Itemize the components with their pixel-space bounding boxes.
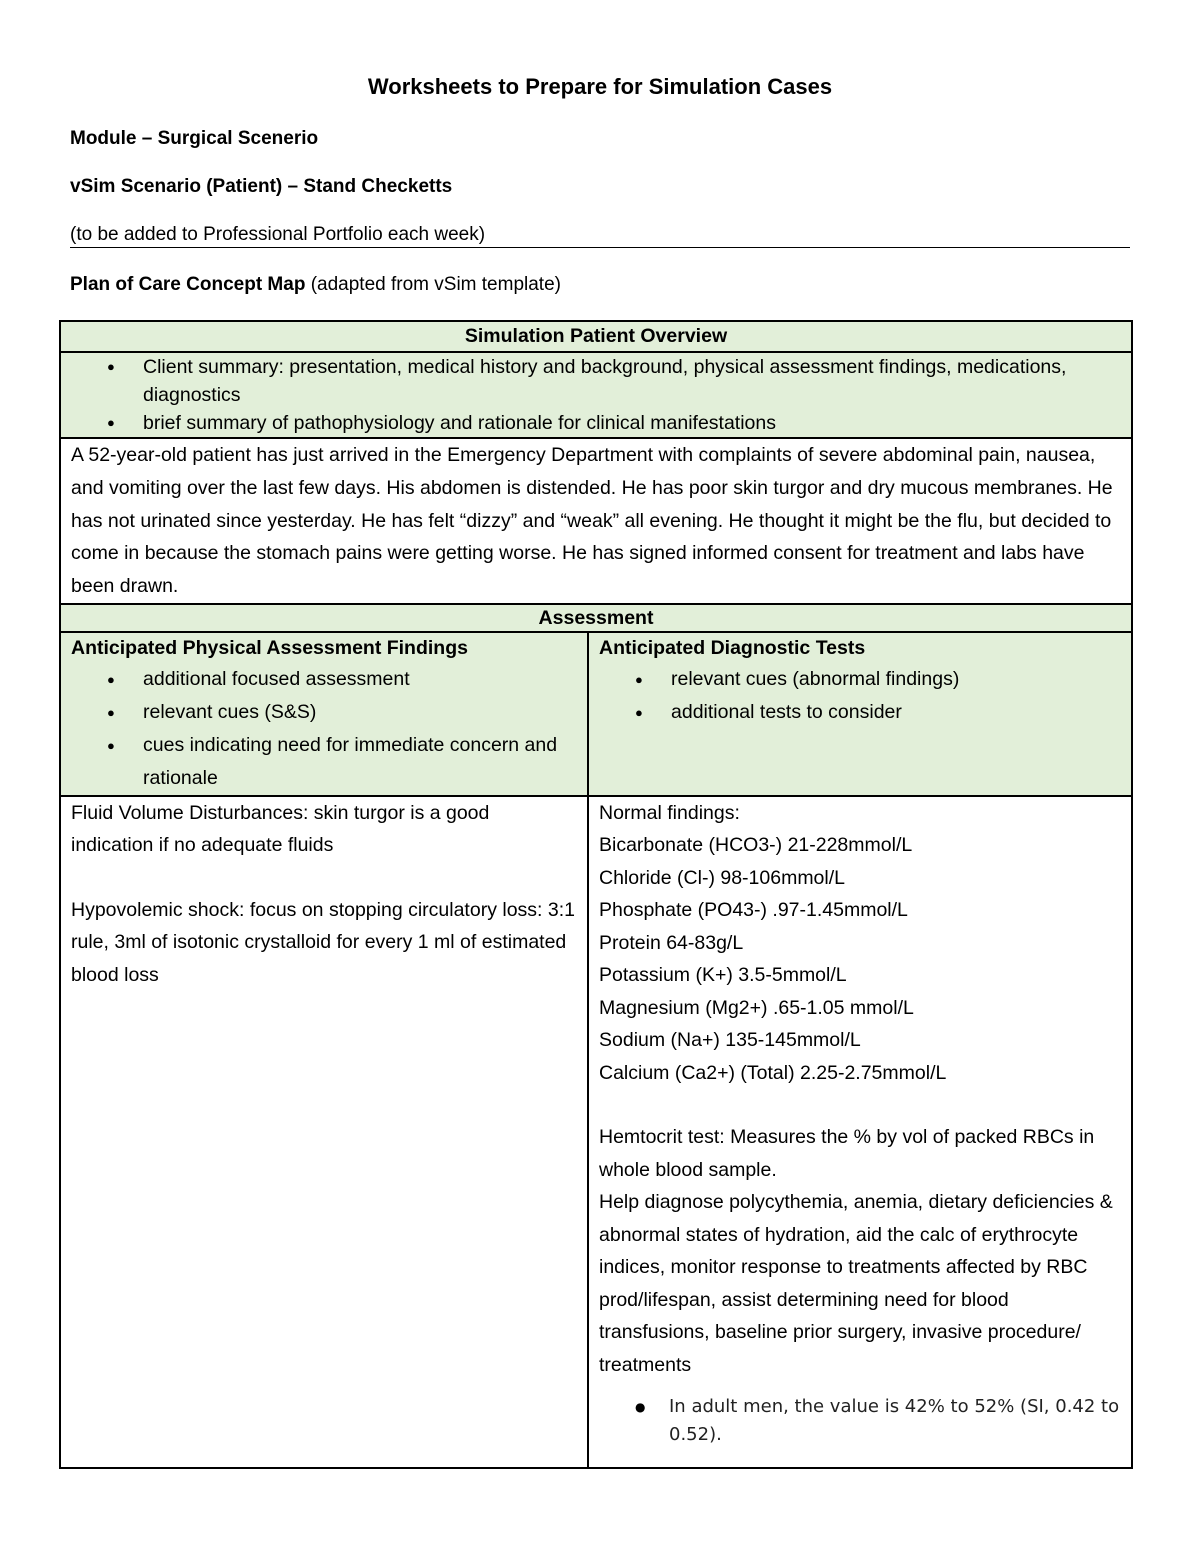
hematocrit-uses: Help diagnose polycythemia, anemia, dietary deficiencies & abnormal states of hydration, aid the calc of erythrocyte indices, monitor response to treatments affected by RBC prod/lifespan, assist determining need for blood transfusions, baseline prior surgery, invasive procedure/ treatments <box>599 1191 1113 1376</box>
physical-assessment-title: Anticipated Physical Assessment Findings <box>71 636 468 659</box>
physical-bullet: ● additional focused assessment <box>143 663 577 696</box>
overview-heading: Simulation Patient Overview <box>60 321 1132 352</box>
physical-bullet: ● cues indicating need for immediate concern and rationale <box>143 729 577 795</box>
patient-summary: A 52-year-old patient has just arrived in the Emergency Department with complaints of severe abdominal pain, nausea, and vomiting over the last few days. His abdomen is distended. He has poor skin turgor and dry mucous membranes. He has not urinated since yesterday. He has felt “dizzy” and “weak” all evening. He thought it might be the flu, but decided to come in because the stomach pains were getting worse. He has signed informed consent for treatment and labs have been drawn. <box>60 438 1132 604</box>
fluid-volume-note: Fluid Volume Disturbances: skin turgor is a good indication if no adequate fluids <box>71 801 490 857</box>
plan-label: Plan of Care Concept Map <box>70 274 306 295</box>
overview-bullet: ● Client summary: presentation, medical history and background, physical assessment findings, medications, diagnostics <box>143 353 1121 409</box>
hematocrit-note: Hemtocrit test: Measures the % by vol of packed RBCs in whole blood sample. <box>599 1126 1095 1181</box>
hematocrit-range-note: ● In adult men, the value is 42% to 52% (SI, 0.42 to 0.52). <box>669 1393 1121 1449</box>
lab-value: Chloride (Cl-) 98-106mmol/L <box>599 866 845 889</box>
lab-value: Potassium (K+) 3.5-5mmol/L <box>599 964 847 987</box>
diagnostic-findings-cell <box>588 796 1132 1468</box>
plan-line <box>70 274 561 296</box>
assessment-heading: Assessment <box>60 604 1132 632</box>
diagnostic-tests-header <box>588 632 1132 796</box>
overview-bullet: ● brief summary of pathophysiology and rationale for clinical manifestations <box>143 409 1121 437</box>
lab-value: Sodium (Na+) 135-145mmol/L <box>599 1029 861 1052</box>
diagnostic-bullet: ● additional tests to consider <box>671 696 1121 729</box>
portfolio-note: (to be added to Professional Portfolio each week) <box>70 224 486 245</box>
lab-value: Phosphate (PO43-) .97-1.45mmol/L <box>599 899 908 922</box>
physical-assessment-header <box>60 632 588 796</box>
concept-map-table <box>59 320 1133 1469</box>
lab-value: Protein 64-83g/L <box>599 931 744 954</box>
overview-instructions <box>60 352 1132 438</box>
physical-findings-cell <box>60 796 588 1468</box>
page-title: Worksheets to Prepare for Simulation Cases <box>367 74 833 99</box>
lab-value: Magnesium (Mg2+) .65-1.05 mmol/L <box>599 996 914 1019</box>
normal-findings-heading: Normal findings: <box>599 801 740 824</box>
hypovolemic-shock-note: Hypovolemic shock: focus on stopping circulatory loss: 3:1 rule, 3ml of isotonic crystalloid for every 1 ml of estimated blood loss <box>71 898 575 986</box>
module-line: Module – Surgical Scenerio <box>70 128 319 149</box>
portfolio-note-row <box>70 224 1130 248</box>
physical-bullet: ● relevant cues (S&S) <box>143 696 577 729</box>
scenario-line: vSim Scenario (Patient) – Stand Checketts <box>70 176 453 197</box>
diagnostic-tests-title: Anticipated Diagnostic Tests <box>599 636 866 659</box>
lab-value: Bicarbonate (HCO3-) 21-228mmol/L <box>599 834 913 857</box>
plan-suffix: (adapted from vSim template) <box>310 274 561 295</box>
lab-value: Calcium (Ca2+) (Total) 2.25-2.75mmol/L <box>599 1061 947 1084</box>
diagnostic-bullet: ● relevant cues (abnormal findings) <box>671 663 1121 696</box>
